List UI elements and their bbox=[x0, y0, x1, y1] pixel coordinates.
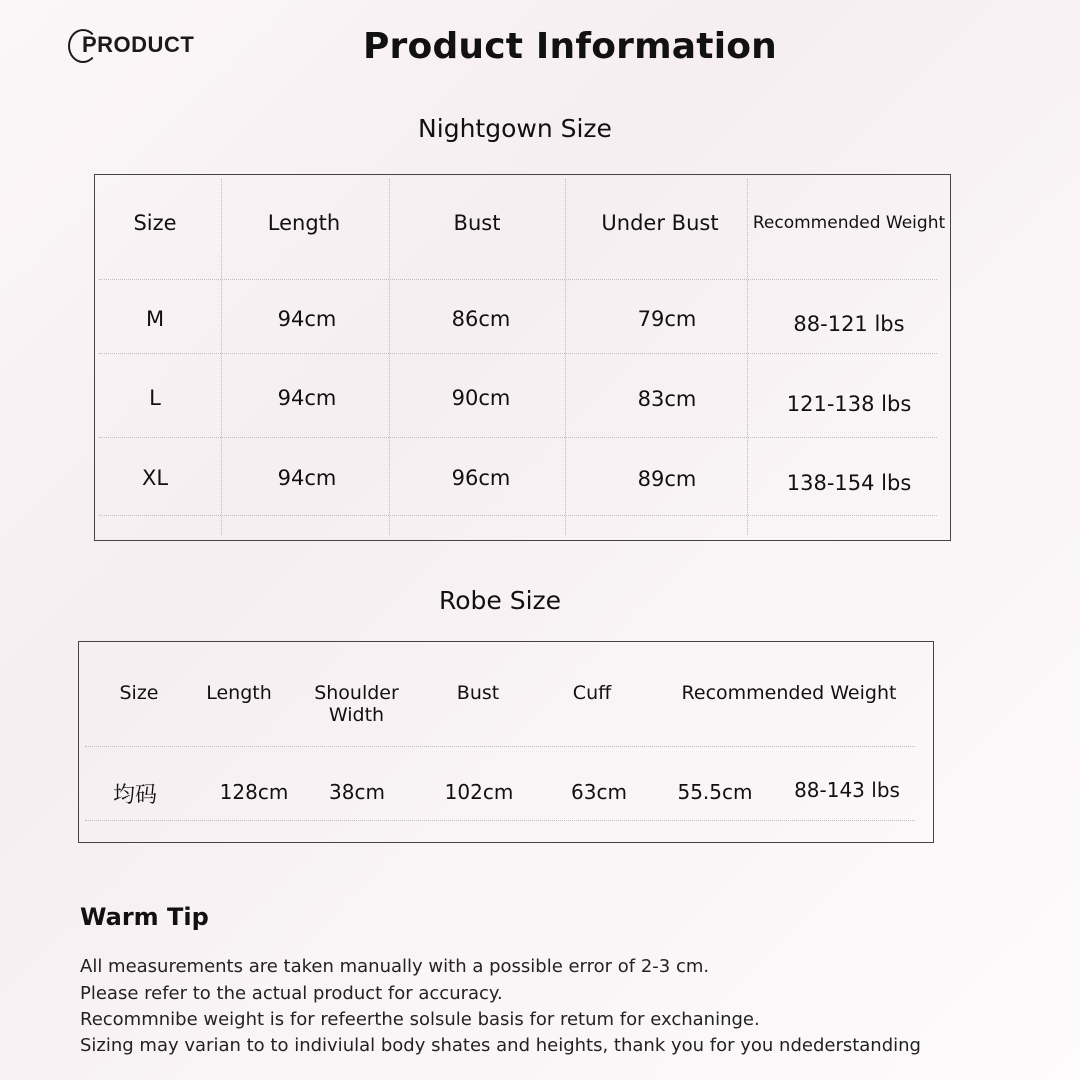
header-recommended-weight: Recommended Weight bbox=[752, 213, 946, 233]
row-divider bbox=[99, 279, 937, 280]
cell-length: 94cm bbox=[277, 386, 337, 410]
nightgown-size-table bbox=[94, 174, 951, 541]
header-recommended-weight: Recommended Weight bbox=[681, 682, 897, 704]
cell-size: L bbox=[149, 386, 161, 410]
warm-tip-title: Warm Tip bbox=[80, 903, 209, 931]
cell-under-bust: 83cm bbox=[637, 387, 697, 411]
header-length: Length bbox=[267, 211, 341, 235]
cell-weight: 88-143 lbs bbox=[794, 778, 900, 802]
cell-under-bust: 79cm bbox=[637, 307, 697, 331]
row-divider bbox=[85, 746, 915, 747]
header-bust: Bust bbox=[456, 682, 500, 704]
cell-size: M bbox=[145, 307, 165, 331]
cell-size: 均码 bbox=[112, 783, 157, 808]
robe-size-table bbox=[78, 641, 934, 843]
robe-heading: Robe Size bbox=[438, 586, 562, 615]
row-divider bbox=[99, 353, 937, 354]
page-title: Product Information bbox=[362, 26, 778, 67]
brand-text: PRODUCT bbox=[82, 32, 195, 57]
cell-weight: 121-138 lbs bbox=[786, 392, 912, 416]
header-size: Size bbox=[133, 211, 177, 235]
cell-length: 128cm bbox=[219, 780, 289, 804]
cell-length: 94cm bbox=[277, 307, 337, 331]
cell-size: XL bbox=[141, 466, 169, 490]
cell-extra: 55.5cm bbox=[677, 780, 753, 804]
row-divider bbox=[99, 437, 937, 438]
cell-bust: 102cm bbox=[444, 780, 514, 804]
cell-bust: 90cm bbox=[451, 386, 511, 410]
header-under-bust: Under Bust bbox=[601, 211, 719, 235]
cell-shoulder-width: 38cm bbox=[329, 780, 385, 804]
warm-tip-line: Sizing may varian to to indiviulal body shates and heights, thank you for you ndederstanding bbox=[80, 1035, 921, 1056]
cell-weight: 138-154 lbs bbox=[786, 471, 912, 495]
warm-tip-line: Recommnibe weight is for refeerthe solsule basis for retum for exchaninge. bbox=[80, 1009, 760, 1030]
row-divider bbox=[85, 820, 915, 821]
warm-tip-line: All measurements are taken manually with a possible error of 2-3 cm. bbox=[80, 956, 710, 977]
header-bust: Bust bbox=[453, 211, 501, 235]
cell-bust: 86cm bbox=[451, 307, 511, 331]
cell-bust: 96cm bbox=[451, 466, 511, 490]
nightgown-heading: Nightgown Size bbox=[418, 114, 612, 143]
header-shoulder-width: Shoulder Width bbox=[314, 682, 399, 726]
cell-cuff: 63cm bbox=[571, 780, 627, 804]
header-size: Size bbox=[119, 682, 159, 704]
warm-tip-line: Please refer to the actual product for accuracy. bbox=[80, 983, 503, 1004]
header-length: Length bbox=[206, 682, 272, 704]
row-divider bbox=[99, 515, 937, 516]
cell-weight: 88-121 lbs bbox=[793, 312, 905, 336]
header-cuff: Cuff bbox=[572, 682, 612, 704]
cell-under-bust: 89cm bbox=[637, 467, 697, 491]
cell-length: 94cm bbox=[277, 466, 337, 490]
